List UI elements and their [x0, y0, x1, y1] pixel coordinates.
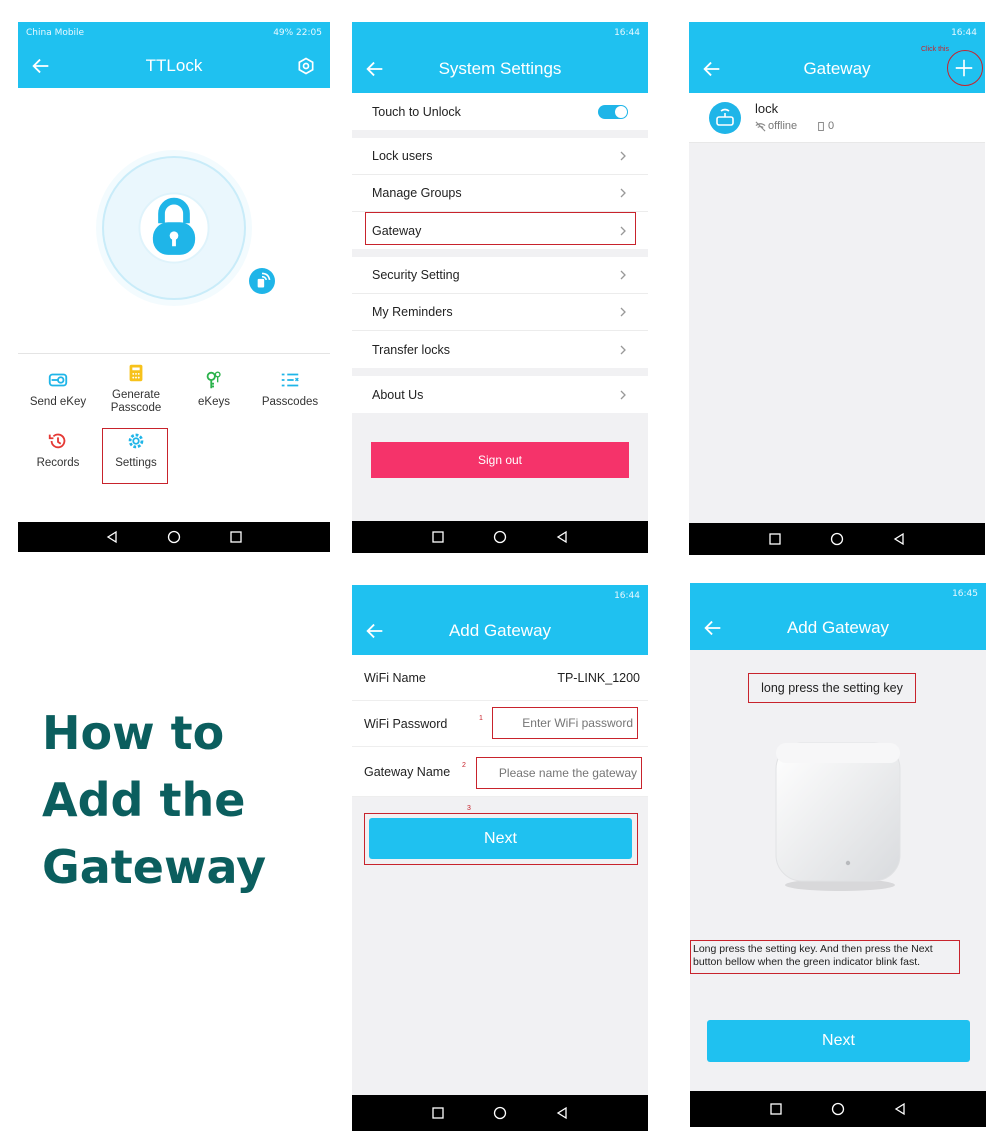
ekeys-label: eKeys	[198, 396, 230, 408]
lock-users-label: Lock users	[372, 149, 433, 163]
touch-unlock-row	[352, 93, 648, 130]
about-us-item[interactable]	[352, 376, 648, 413]
transfer-locks-label: Transfer locks	[372, 342, 451, 357]
send-ekey-label: Send eKey	[29, 396, 87, 408]
nav-bar	[689, 523, 985, 555]
back-triangle-icon[interactable]	[555, 1106, 569, 1120]
gateway-label: Gateway	[372, 223, 422, 238]
settings-group-3	[352, 376, 648, 413]
back-arrow-icon[interactable]	[702, 617, 724, 639]
screen-ttlock	[18, 22, 330, 552]
status-right-text: 16:44	[951, 28, 977, 38]
next-button[interactable]: Next	[707, 1020, 970, 1062]
setting-key-hint: long press the setting key	[748, 673, 916, 703]
headline-line-3: Gateway	[42, 840, 267, 894]
status-bar	[689, 22, 985, 44]
app-bar	[18, 44, 330, 88]
my-reminders-item[interactable]	[352, 294, 648, 331]
records-label: Records	[36, 457, 80, 469]
back-arrow-icon[interactable]	[364, 58, 386, 80]
transfer-locks-item[interactable]	[352, 331, 648, 368]
wifi-password-row	[352, 701, 648, 747]
remote-unlock-icon[interactable]	[249, 268, 275, 294]
app-bar	[689, 44, 985, 93]
touch-unlock-setting	[352, 93, 648, 130]
home-circle-icon[interactable]	[831, 1102, 845, 1116]
nav-bar	[18, 522, 330, 552]
recent-square-icon[interactable]	[431, 530, 445, 544]
touch-unlock-toggle[interactable]	[598, 105, 628, 119]
step-3-marker: 3	[467, 805, 471, 812]
back-arrow-icon[interactable]	[364, 620, 386, 642]
headline-line-1: How to	[42, 706, 225, 760]
add-highlight-circle	[947, 50, 983, 86]
chevron-right-icon	[618, 307, 628, 317]
gateway-device-icon	[709, 102, 741, 134]
gateway-name-row	[352, 747, 648, 797]
gateway-name: lock	[755, 101, 779, 116]
home-circle-icon[interactable]	[493, 1106, 507, 1120]
home-circle-icon[interactable]	[830, 532, 844, 546]
status-bar	[352, 22, 648, 44]
send-ekey-button[interactable]	[18, 369, 98, 408]
wifi-name-row	[352, 655, 648, 701]
wifi-off-icon	[755, 121, 766, 132]
settings-highlight	[102, 428, 168, 484]
records-button[interactable]	[18, 430, 98, 469]
next-button[interactable]: Next	[369, 818, 632, 859]
gateway-name-input[interactable]	[476, 757, 642, 789]
manage-groups-item[interactable]	[352, 175, 648, 212]
generate-passcode-button[interactable]	[96, 362, 176, 415]
gateway-list-item[interactable]	[689, 93, 985, 143]
page-title: Add Gateway	[786, 617, 890, 637]
manage-groups-label: Manage Groups	[372, 186, 462, 200]
send-ekey-icon	[47, 369, 69, 391]
gateway-status: offline	[768, 120, 798, 132]
back-arrow-icon[interactable]	[30, 55, 52, 77]
page-title: Gateway	[803, 58, 871, 78]
screen-add-gateway-form	[352, 585, 648, 1131]
about-us-label: About Us	[372, 387, 424, 402]
recent-square-icon[interactable]	[768, 532, 782, 546]
wifi-name-value[interactable]: TP-LINK_1200	[557, 670, 640, 685]
unlock-button[interactable]	[102, 156, 246, 300]
status-right-text: 49% 22:05	[273, 28, 322, 38]
nav-bar	[352, 521, 648, 553]
security-setting-label: Security Setting	[372, 268, 460, 282]
screen-system-settings	[352, 22, 648, 553]
nav-bar	[690, 1091, 986, 1127]
tutorial-headline	[42, 700, 266, 901]
status-bar	[352, 585, 648, 607]
back-triangle-icon[interactable]	[555, 530, 569, 544]
app-bar	[352, 607, 648, 655]
recent-square-icon[interactable]	[769, 1102, 783, 1116]
instruction-text: Long press the setting key. And then press the Next button bellow when the green indicator blink fast.	[690, 940, 960, 974]
passcode-icon	[125, 362, 147, 384]
status-bar	[18, 22, 330, 44]
step-1-marker: 1	[479, 715, 483, 722]
app-bar	[690, 605, 986, 650]
app-bar	[352, 44, 648, 93]
page-title: TTLock	[145, 56, 203, 75]
status-right-text: 16:45	[952, 589, 978, 599]
ekeys-icon	[203, 369, 225, 391]
screen-gateway-list	[689, 22, 985, 555]
back-triangle-icon[interactable]	[893, 1102, 907, 1116]
status-bar	[690, 583, 986, 605]
recent-square-icon[interactable]	[229, 530, 243, 544]
step-2-marker: 2	[462, 762, 466, 769]
chevron-right-icon	[618, 188, 628, 198]
screen-add-gateway-instructions	[690, 583, 986, 1127]
back-arrow-icon[interactable]	[701, 58, 723, 80]
security-setting-item[interactable]	[352, 257, 648, 294]
passcodes-label: Passcodes	[261, 396, 319, 408]
page-title: System Settings	[438, 58, 562, 78]
page-title: Add Gateway	[448, 621, 552, 640]
divider	[18, 353, 330, 354]
gateway-name-label: Gateway Name	[364, 764, 451, 779]
lock-count-icon	[817, 121, 825, 132]
generate-passcode-label: Generate Passcode	[110, 389, 162, 414]
click-hint: Click this	[920, 46, 949, 53]
nav-bar	[352, 1095, 648, 1131]
headline-line-2: Add the	[42, 773, 246, 827]
carrier-text: China Mobile	[26, 28, 85, 38]
wifi-password-label: WiFi Password	[364, 716, 448, 731]
gateway-highlight	[365, 212, 636, 245]
status-right-text: 16:44	[614, 591, 640, 601]
chevron-right-icon	[618, 390, 628, 400]
wifi-name-label: WiFi Name	[364, 670, 426, 685]
settings-hex-icon[interactable]	[296, 56, 316, 76]
home-circle-icon[interactable]	[493, 530, 507, 544]
back-triangle-icon[interactable]	[892, 532, 906, 546]
home-circle-icon[interactable]	[167, 530, 181, 544]
back-triangle-icon[interactable]	[105, 530, 119, 544]
gateway-device-image	[768, 735, 908, 895]
wifi-password-input[interactable]	[492, 707, 638, 739]
sign-out-button[interactable]: Sign out	[371, 442, 629, 478]
passcodes-list-icon	[279, 369, 301, 391]
chevron-right-icon	[618, 345, 628, 355]
ekeys-button[interactable]	[174, 369, 254, 408]
gateway-lock-count: 0	[828, 120, 835, 132]
status-right-text: 16:44	[614, 28, 640, 38]
my-reminders-label: My Reminders	[372, 305, 453, 319]
settings-label: Settings	[115, 457, 157, 469]
touch-unlock-label: Touch to Unlock	[372, 104, 461, 119]
lock-users-item[interactable]	[352, 138, 648, 175]
settings-group-2	[352, 257, 648, 368]
recent-square-icon[interactable]	[431, 1106, 445, 1120]
chevron-right-icon	[618, 151, 628, 161]
chevron-right-icon	[618, 270, 628, 280]
records-icon	[47, 430, 69, 452]
passcodes-button[interactable]	[250, 369, 330, 408]
padlock-icon	[126, 180, 222, 276]
